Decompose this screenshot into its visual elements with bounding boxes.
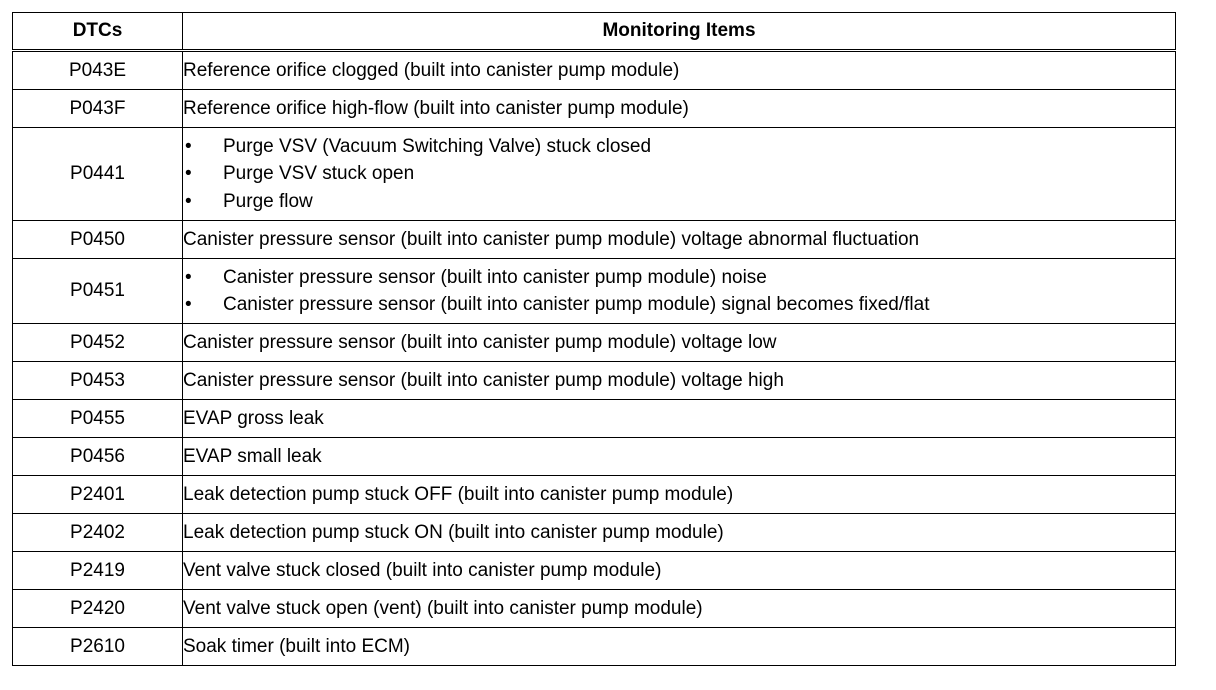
table-row	[13, 90, 1176, 128]
monitoring-item: Canister pressure sensor (built into canister pump module) voltage high	[183, 362, 1176, 400]
header-row	[13, 13, 1176, 51]
dtc-code: P2419	[13, 552, 183, 590]
bullet-icon: •	[185, 294, 192, 315]
table-row	[13, 259, 1176, 324]
table-row	[13, 400, 1176, 438]
table-row	[13, 362, 1176, 400]
monitoring-item	[183, 128, 1176, 221]
table-row	[13, 221, 1176, 259]
table-row	[13, 514, 1176, 552]
monitoring-item: Reference orifice clogged (built into canister pump module)	[183, 51, 1176, 90]
monitoring-item: Leak detection pump stuck ON (built into canister pump module)	[183, 514, 1176, 552]
dtc-code: P0450	[13, 221, 183, 259]
table-row	[13, 628, 1176, 666]
monitoring-item: Canister pressure sensor (built into canister pump module) voltage abnormal fluctuation	[183, 221, 1176, 259]
table-row	[13, 438, 1176, 476]
monitoring-item	[183, 259, 1176, 324]
bullet-item	[183, 133, 1175, 161]
monitoring-item: EVAP gross leak	[183, 400, 1176, 438]
monitoring-item: EVAP small leak	[183, 438, 1176, 476]
bullet-text: Canister pressure sensor (built into canister pump module) signal becomes fixed/flat	[223, 294, 930, 315]
bullet-text: Purge VSV (Vacuum Switching Valve) stuck closed	[223, 135, 652, 157]
dtc-code: P043F	[13, 90, 183, 128]
dtc-code: P2420	[13, 590, 183, 628]
bullet-list	[183, 133, 1175, 216]
dtc-code: P0455	[13, 400, 183, 438]
dtc-code: P2402	[13, 514, 183, 552]
bullet-icon: •	[185, 135, 192, 157]
bullet-icon: •	[185, 190, 192, 212]
bullet-text: Purge flow	[223, 190, 313, 212]
bullet-text: Canister pressure sensor (built into canister pump module) noise	[223, 266, 767, 288]
monitoring-item: Vent valve stuck open (vent) (built into canister pump module)	[183, 590, 1176, 628]
dtc-code: P0451	[13, 259, 183, 324]
bullet-item	[183, 160, 1175, 188]
table-row	[13, 128, 1176, 221]
table-row	[13, 51, 1176, 90]
dtc-monitoring-table	[12, 12, 1176, 666]
table-row	[13, 590, 1176, 628]
bullet-icon: •	[185, 266, 192, 288]
dtc-code: P0441	[13, 128, 183, 221]
table-body	[13, 51, 1176, 666]
monitoring-item: Leak detection pump stuck OFF (built into canister pump module)	[183, 476, 1176, 514]
bullet-item	[183, 188, 1175, 216]
dtc-code: P0456	[13, 438, 183, 476]
bullet-list	[183, 264, 1175, 319]
dtc-code: P0453	[13, 362, 183, 400]
dtc-code: P2401	[13, 476, 183, 514]
table-header	[13, 13, 1176, 51]
monitoring-item: Soak timer (built into ECM)	[183, 628, 1176, 666]
table-row	[13, 476, 1176, 514]
dtc-code: P2610	[13, 628, 183, 666]
table-row	[13, 552, 1176, 590]
monitoring-item: Vent valve stuck closed (built into canister pump module)	[183, 552, 1176, 590]
bullet-text: Purge VSV stuck open	[223, 163, 415, 185]
dtc-code: P0452	[13, 324, 183, 362]
dtc-code: P043E	[13, 51, 183, 90]
table-row	[13, 324, 1176, 362]
bullet-item	[183, 291, 1175, 319]
bullet-item	[183, 264, 1175, 292]
header-monitoring-items: Monitoring Items	[183, 13, 1176, 51]
monitoring-item: Canister pressure sensor (built into canister pump module) voltage low	[183, 324, 1176, 362]
monitoring-item: Reference orifice high-flow (built into canister pump module)	[183, 90, 1176, 128]
header-dtcs: DTCs	[13, 13, 183, 51]
bullet-icon: •	[185, 163, 192, 185]
